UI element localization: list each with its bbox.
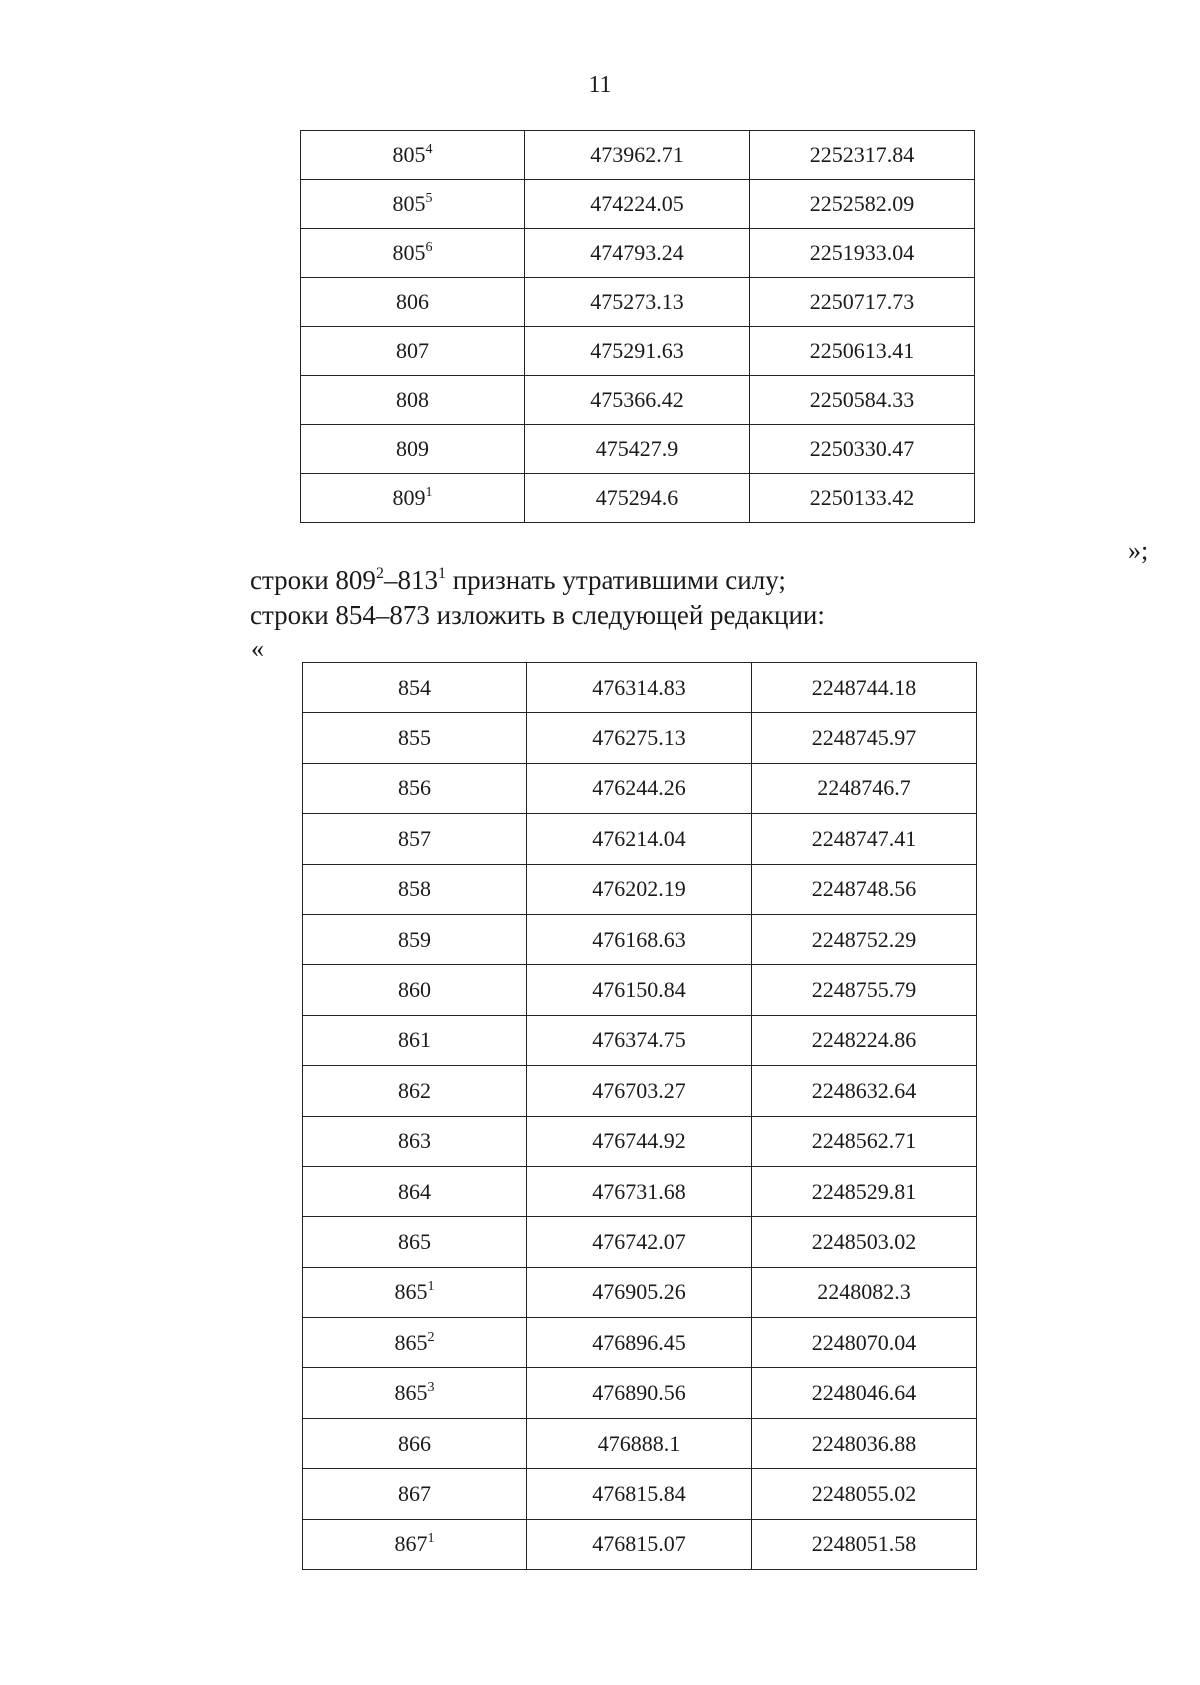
y-coordinate-cell: 2248745.97 <box>752 713 977 763</box>
x-coordinate-cell: 476888.1 <box>527 1418 752 1468</box>
paragraph-amend: строки 854–873 изложить в следующей редакции: <box>250 600 825 630</box>
point-number-superscript: 3 <box>427 1380 435 1396</box>
table-row <box>301 474 975 523</box>
table-row <box>303 965 977 1015</box>
table-row <box>301 376 975 425</box>
point-number: 856 <box>398 775 431 801</box>
point-number-cell <box>301 229 525 278</box>
point-number: 867 <box>394 1531 428 1557</box>
point-number-cell <box>301 180 525 229</box>
y-coordinate-cell: 2250584.33 <box>750 376 975 425</box>
point-number: 857 <box>398 825 431 851</box>
y-coordinate-cell: 2248529.81 <box>752 1166 977 1216</box>
y-coordinate-cell: 2248747.41 <box>752 814 977 864</box>
point-number-cell <box>303 1469 527 1519</box>
y-coordinate-cell: 2248055.02 <box>752 1469 977 1519</box>
point-number: 805 <box>392 191 426 216</box>
table-row <box>303 663 977 713</box>
x-coordinate-cell: 476275.13 <box>527 713 752 763</box>
y-coordinate-cell: 2248752.29 <box>752 914 977 964</box>
point-number: 854 <box>398 674 431 700</box>
y-coordinate-cell: 2248046.64 <box>752 1368 977 1418</box>
point-number-cell <box>303 814 527 864</box>
x-coordinate-cell: 476374.75 <box>527 1015 752 1065</box>
x-coordinate-cell: 475291.63 <box>525 327 750 376</box>
point-number-cell <box>301 474 525 523</box>
point-number: 861 <box>398 1027 431 1053</box>
table-body <box>301 131 975 523</box>
y-coordinate-cell: 2250717.73 <box>750 278 975 327</box>
x-coordinate-cell: 475366.42 <box>525 376 750 425</box>
point-number-cell <box>303 1318 527 1368</box>
y-coordinate-cell: 2248082.3 <box>752 1267 977 1317</box>
point-number-cell <box>303 1267 527 1317</box>
y-coordinate-cell: 2250613.41 <box>750 327 975 376</box>
paragraph-repeal <box>250 565 786 596</box>
point-number: 865 <box>398 1228 431 1254</box>
table-row <box>303 914 977 964</box>
point-number-cell <box>303 965 527 1015</box>
table-row <box>303 1469 977 1519</box>
point-number-superscript: 5 <box>425 191 433 206</box>
page-number: 11 <box>588 72 612 98</box>
x-coordinate-cell: 476244.26 <box>527 763 752 813</box>
x-coordinate-cell: 476202.19 <box>527 864 752 914</box>
point-number-superscript: 1 <box>427 1531 435 1547</box>
y-coordinate-cell: 2248051.58 <box>752 1519 977 1569</box>
point-number-cell <box>303 1166 527 1216</box>
point-number: 864 <box>398 1178 431 1204</box>
table-row <box>303 1519 977 1569</box>
point-number-superscript: 1 <box>427 1279 435 1295</box>
point-number: 865 <box>394 1329 428 1355</box>
x-coordinate-cell: 474224.05 <box>525 180 750 229</box>
y-coordinate-cell: 2252582.09 <box>750 180 975 229</box>
point-number-cell <box>303 663 527 713</box>
point-number: 805 <box>392 240 426 265</box>
point-number-superscript: 6 <box>425 240 433 255</box>
point-number-cell <box>303 1368 527 1418</box>
y-coordinate-cell: 2248036.88 <box>752 1418 977 1468</box>
x-coordinate-cell: 476314.83 <box>527 663 752 713</box>
point-number-superscript: 2 <box>427 1329 435 1345</box>
x-coordinate-cell: 476703.27 <box>527 1066 752 1116</box>
point-number: 862 <box>398 1077 431 1103</box>
table-row <box>301 425 975 474</box>
point-number-cell <box>301 376 525 425</box>
table-row <box>303 1267 977 1317</box>
point-number-cell <box>301 327 525 376</box>
point-number: 855 <box>398 725 431 751</box>
x-coordinate-cell: 476731.68 <box>527 1166 752 1216</box>
y-coordinate-cell: 2248224.86 <box>752 1015 977 1065</box>
table-row <box>301 180 975 229</box>
point-number-superscript: 4 <box>425 142 433 157</box>
y-coordinate-cell: 2248070.04 <box>752 1318 977 1368</box>
point-number: 806 <box>396 289 429 314</box>
point-number: 867 <box>398 1480 431 1506</box>
y-coordinate-cell: 2248562.71 <box>752 1116 977 1166</box>
table-row <box>303 1318 977 1368</box>
point-number-superscript: 1 <box>425 485 433 500</box>
closing-quote: »; <box>1128 536 1149 565</box>
point-number: 805 <box>392 142 426 167</box>
x-coordinate-cell: 476214.04 <box>527 814 752 864</box>
table-row <box>303 763 977 813</box>
table-row <box>301 131 975 180</box>
x-coordinate-cell: 476896.45 <box>527 1318 752 1368</box>
point-number-cell <box>301 278 525 327</box>
point-number: 863 <box>398 1128 431 1154</box>
table-body <box>303 663 977 1570</box>
point-number-cell <box>303 1015 527 1065</box>
x-coordinate-cell: 474793.24 <box>525 229 750 278</box>
table-row <box>303 1066 977 1116</box>
point-number-cell <box>303 1217 527 1267</box>
y-coordinate-cell: 2248746.7 <box>752 763 977 813</box>
opening-quote: « <box>251 634 264 663</box>
point-number: 858 <box>398 876 431 902</box>
x-coordinate-cell: 475273.13 <box>525 278 750 327</box>
y-coordinate-cell: 2248755.79 <box>752 965 977 1015</box>
table-row <box>301 229 975 278</box>
x-coordinate-cell: 476890.56 <box>527 1368 752 1418</box>
point-number-cell <box>303 864 527 914</box>
point-number-cell <box>303 1116 527 1166</box>
x-coordinate-cell: 476744.92 <box>527 1116 752 1166</box>
point-number: 809 <box>396 436 429 461</box>
x-coordinate-cell: 476815.84 <box>527 1469 752 1519</box>
table-row <box>303 1015 977 1065</box>
point-number: 808 <box>396 387 429 412</box>
x-coordinate-cell: 476815.07 <box>527 1519 752 1569</box>
table-row <box>301 278 975 327</box>
point-number-cell <box>303 1066 527 1116</box>
y-coordinate-cell: 2248632.64 <box>752 1066 977 1116</box>
coordinates-table-bottom <box>302 662 977 1570</box>
y-coordinate-cell: 2248503.02 <box>752 1217 977 1267</box>
para-prefix: строки 809 <box>250 565 376 595</box>
y-coordinate-cell: 2248744.18 <box>752 663 977 713</box>
table-row <box>303 1116 977 1166</box>
table-row <box>301 327 975 376</box>
para-superscript: 1 <box>437 565 446 582</box>
para-middle: –813 <box>383 565 438 595</box>
x-coordinate-cell: 475427.9 <box>525 425 750 474</box>
table-row <box>303 864 977 914</box>
table-row <box>303 1166 977 1216</box>
point-number-cell <box>303 1519 527 1569</box>
x-coordinate-cell: 476742.07 <box>527 1217 752 1267</box>
coordinates-table-top <box>300 130 975 523</box>
point-number-cell <box>303 763 527 813</box>
point-number: 865 <box>394 1380 428 1406</box>
y-coordinate-cell: 2250133.42 <box>750 474 975 523</box>
table-row <box>303 1217 977 1267</box>
y-coordinate-cell: 2248748.56 <box>752 864 977 914</box>
point-number: 807 <box>396 338 429 363</box>
point-number: 859 <box>398 926 431 952</box>
x-coordinate-cell: 476168.63 <box>527 914 752 964</box>
point-number: 866 <box>398 1430 431 1456</box>
para-superscript: 2 <box>375 565 384 582</box>
table-row <box>303 1418 977 1468</box>
point-number-cell <box>301 131 525 180</box>
table-row <box>303 713 977 763</box>
y-coordinate-cell: 2250330.47 <box>750 425 975 474</box>
point-number-cell <box>303 1418 527 1468</box>
point-number: 860 <box>398 977 431 1003</box>
table-row <box>303 1368 977 1418</box>
para-suffix: признать утратившими силу; <box>445 565 786 595</box>
point-number: 865 <box>394 1279 428 1305</box>
point-number: 809 <box>392 485 426 510</box>
table-row <box>303 814 977 864</box>
x-coordinate-cell: 473962.71 <box>525 131 750 180</box>
point-number-cell <box>301 425 525 474</box>
point-number-cell <box>303 914 527 964</box>
x-coordinate-cell: 476150.84 <box>527 965 752 1015</box>
point-number-cell <box>303 713 527 763</box>
x-coordinate-cell: 476905.26 <box>527 1267 752 1317</box>
y-coordinate-cell: 2252317.84 <box>750 131 975 180</box>
x-coordinate-cell: 475294.6 <box>525 474 750 523</box>
y-coordinate-cell: 2251933.04 <box>750 229 975 278</box>
